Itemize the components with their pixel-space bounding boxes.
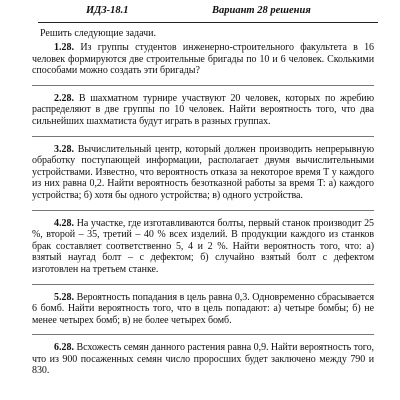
problem-number: 1.28. <box>54 42 74 53</box>
problem-number: 2.28. <box>54 92 74 104</box>
problem-text: Всхожесть семян данного растения равна 0,9. Найти вероятность того, что из 900 посаженных семян число проросших будет заключено между 790 и 830. <box>32 342 375 377</box>
problem-number: 5.28. <box>54 291 74 303</box>
divider <box>32 334 374 335</box>
problem-text: Вероятность попадания в цель равна 0,3. Одновременно сбрасывается 6 бомб. Найти вероятность того, что в цель попадают: а) четыре бомбы; б) не менее четырех бомб; в) не более четырех бомб. <box>32 291 374 326</box>
divider <box>32 210 374 211</box>
problem-number: 4.28. <box>54 217 74 229</box>
problem-2 <box>32 93 374 128</box>
problem-text: В шахматном турнире участвуют 20 человек, которых по жребию распределяют в две группы по 10 человек. Найти вероятность того, что два сильнейших шахматиста будут играть в разных группах. <box>32 92 375 127</box>
header-assignment-id: ИДЗ-18.1 <box>86 5 129 16</box>
header-rule <box>38 22 378 23</box>
problem-3 <box>32 144 374 202</box>
divider <box>32 136 374 137</box>
page-header <box>0 5 400 19</box>
problem-text: Из группы студентов инженерно-строительного факультета в 16 человек формируются две строительные бригады по 10 и 6 человек. Сколькими способами можно создать эти бригады? <box>32 42 375 77</box>
problem-number: 6.28. <box>54 342 74 354</box>
problem-text: На участке, где изготавливаются болты, первый станок производит 25 %, второй – 35, третий – 40 % всех изделий. В продукции каждого из станков брак составляет соответственно 5, 4 и 2 %. Найти вероятность того, что: а) взятый наугад болт – с дефектом; б) случайно взятый болт с дефектом изготовлен на третьем станке. <box>32 217 375 275</box>
problem-5 <box>32 292 374 327</box>
problem-number: 3.28. <box>54 143 74 155</box>
divider <box>32 284 374 285</box>
problem-1 <box>32 42 374 77</box>
problem-6 <box>32 342 374 377</box>
problem-text: Вычислительный центр, который должен производить непрерывную обработку поступающей информации, располагает двумя вычислительными устройствами. Известно, что вероятность отказа за некоторое время T у каждого из них равна 0,2. Найти вероятность безотказной работы за время T: а) каждого устройства; б) хотя бы одного устройства; в) одного устройства. <box>32 143 374 201</box>
divider <box>32 85 374 86</box>
header-variant: Вариант 28 решения <box>212 5 311 16</box>
problem-list <box>32 42 374 385</box>
problem-4 <box>32 218 374 276</box>
intro-text: Решить следующие задачи. <box>40 28 157 39</box>
